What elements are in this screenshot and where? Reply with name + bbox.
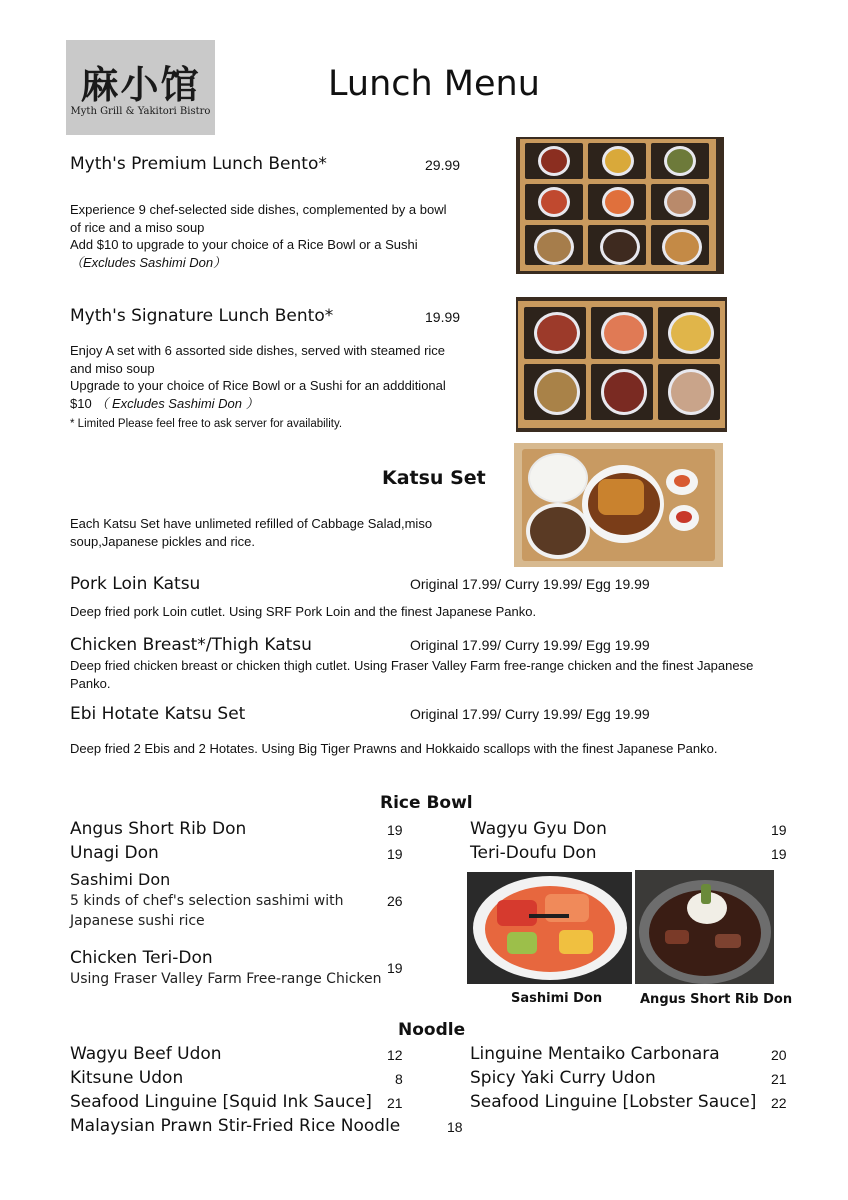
rice-bowl-heading: Rice Bowl (380, 793, 473, 813)
premium-bento-price: 29.99 (425, 157, 461, 173)
noodle-item-price: 22 (771, 1095, 787, 1111)
rice-bowl-item-price: 19 (387, 846, 403, 862)
rice-bowl-item-price: 19 (771, 846, 787, 862)
photo-caption: Angus Short Rib Don (640, 992, 793, 1007)
noodle-item-price: 21 (387, 1095, 403, 1111)
katsu-item-price: Original 17.99/ Curry 19.99/ Egg 19.99 (410, 576, 650, 592)
noodle-item-name: Spicy Yaki Curry Udon (470, 1068, 656, 1088)
sashimi-don-photo (467, 872, 632, 984)
noodle-heading: Noodle (398, 1020, 466, 1040)
noodle-item-name: Linguine Mentaiko Carbonara (470, 1044, 720, 1064)
noodle-item-price: 21 (771, 1071, 787, 1087)
rice-bowl-item-name: Wagyu Gyu Don (470, 819, 607, 839)
signature-bento-desc-1: Enjoy A set with 6 assorted side dishes, served with steamed rice and miso soup (70, 343, 446, 376)
noodle-item-name: Kitsune Udon (70, 1068, 184, 1088)
sashimi-don-desc-2: Japanese sushi rice (70, 913, 205, 929)
noodle-item-price: 12 (387, 1047, 403, 1063)
signature-bento-upgrade: Upgrade to your choice of Rice Bowl or a Sushi for an addditional $10 (70, 378, 446, 411)
rice-bowl-item-price: 19 (771, 822, 787, 838)
signature-bento-desc-2 (70, 377, 460, 412)
noodle-item-price: 18 (447, 1119, 463, 1135)
signature-bento-price: 19.99 (425, 309, 461, 325)
rice-bowl-item-name: Unagi Don (70, 843, 159, 863)
chicken-teri-don-desc: Using Fraser Valley Farm Free-range Chicken (70, 971, 382, 987)
noodle-item-name: Wagyu Beef Udon (70, 1044, 222, 1064)
premium-bento-photo (516, 137, 724, 274)
rice-bowl-item-name: Chicken Teri-Don (70, 948, 213, 968)
katsu-item-name: Chicken Breast*/Thigh Katsu (70, 635, 312, 655)
katsu-item-price: Original 17.99/ Curry 19.99/ Egg 19.99 (410, 637, 650, 653)
sashimi-don-desc (70, 891, 344, 931)
katsu-item-desc: Deep fried 2 Ebis and 2 Hotates. Using Big Tiger Prawns and Hokkaido scallops with the finest Japanese Panko. (70, 741, 718, 756)
premium-bento-desc-1: Experience 9 chef-selected side dishes, complemented by a bowl of rice and a miso soup (70, 202, 447, 235)
noodle-item-name: Seafood Linguine [Squid Ink Sauce] (70, 1092, 372, 1112)
katsu-photo (514, 443, 723, 567)
signature-bento-photo (516, 297, 727, 432)
rice-bowl-item-price: 19 (387, 822, 403, 838)
limited-note: * Limited Please feel free to ask server for availability. (70, 418, 343, 430)
katsu-item-desc: Deep fried pork Loin cutlet. Using SRF Pork Loin and the finest Japanese Panko. (70, 604, 537, 619)
rice-bowl-item-name: Sashimi Don (70, 870, 171, 889)
rice-bowl-item-name: Angus Short Rib Don (70, 819, 247, 839)
noodle-item-price: 20 (771, 1047, 787, 1063)
rice-bowl-item-price: 26 (387, 893, 403, 909)
restaurant-logo (66, 40, 215, 135)
signature-bento-name: Myth's Signature Lunch Bento* (70, 306, 334, 326)
noodle-item-price: 8 (395, 1071, 403, 1087)
premium-bento-desc (70, 201, 460, 271)
rice-bowl-item-price: 19 (387, 960, 403, 976)
katsu-heading: Katsu Set (382, 467, 486, 489)
katsu-item-name: Pork Loin Katsu (70, 574, 201, 594)
premium-bento-name: Myth's Premium Lunch Bento* (70, 154, 327, 174)
signature-bento-note: （ Excludes Sashimi Don ） (95, 395, 259, 411)
logo-name: 麻小馆 (80, 62, 201, 107)
sashimi-don-desc-1: 5 kinds of chef's selection sashimi with (70, 893, 344, 909)
signature-bento-desc (70, 342, 460, 412)
noodle-item-name: Malaysian Prawn Stir-Fried Rice Noodle (70, 1116, 401, 1136)
photo-caption: Sashimi Don (511, 991, 603, 1006)
noodle-item-name: Seafood Linguine [Lobster Sauce] (470, 1092, 757, 1112)
katsu-intro: Each Katsu Set have unlimeted refilled of Cabbage Salad,miso soup,Japanese pickles and rice. (70, 516, 433, 549)
katsu-item-price: Original 17.99/ Curry 19.99/ Egg 19.99 (410, 706, 650, 722)
logo-subtitle: Myth Grill & Yakitori Bistro (70, 106, 211, 117)
katsu-item-name: Ebi Hotate Katsu Set (70, 704, 246, 724)
premium-bento-note: （Excludes Sashimi Don） (70, 254, 227, 270)
rice-bowl-item-name: Teri-Doufu Don (470, 843, 597, 863)
premium-bento-desc-2: Add $10 to upgrade to your choice of a Rice Bowl or a Sushi (70, 237, 418, 252)
angus-short-rib-don-photo (635, 870, 774, 984)
katsu-item-desc: Deep fried chicken breast or chicken thigh cutlet. Using Fraser Valley Farm free-range chicken and the finest Japanese Panko. (70, 658, 754, 691)
page-title: Lunch Menu (328, 64, 540, 104)
